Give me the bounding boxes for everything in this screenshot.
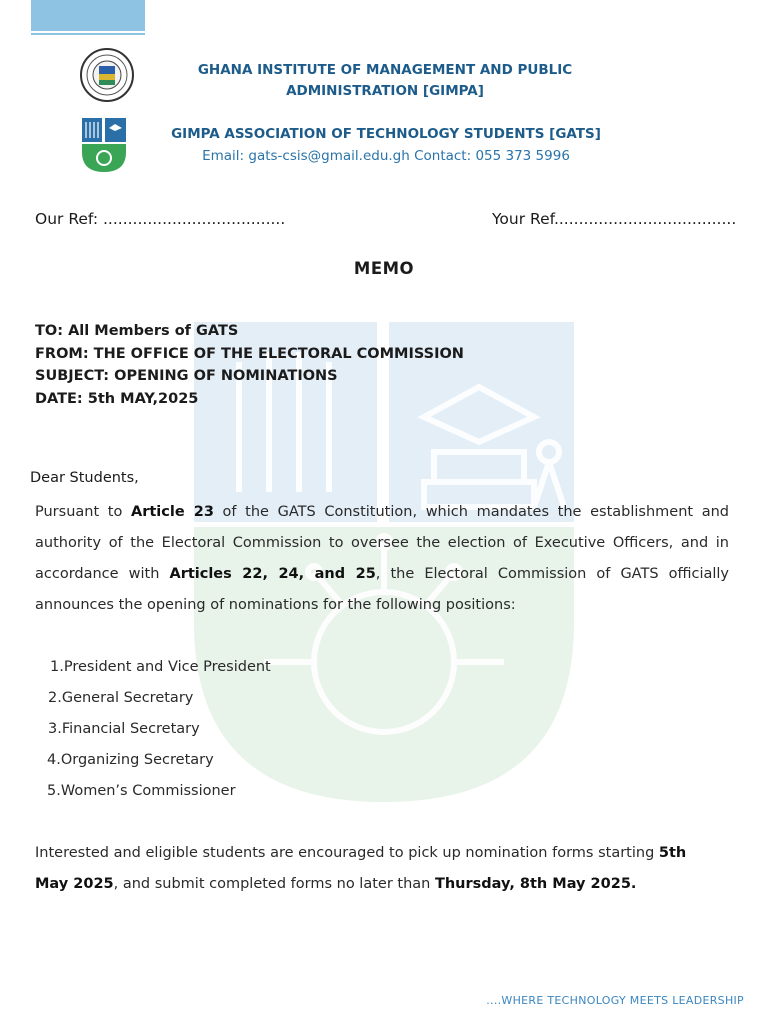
list-item: 1.President and Vice President [50,659,271,675]
body-paragraph-2 [35,838,695,900]
list-item: 3.Financial Secretary [48,721,200,737]
p1-article-ref: Article 23 [130,504,214,520]
institution-name-line2: ADMINISTRATION [GIMPA] [286,83,484,99]
top-accent-bar [31,0,145,31]
list-item: 2.General Secretary [48,690,194,706]
p2-text-a: Interested and eligible students are encouraged to pick up nomination forms starting [35,845,659,861]
gimpa-seal-icon [78,48,136,102]
memo-date: DATE: 5th MAY,2025 [35,390,199,407]
footer-tagline: ....WHERE TECHNOLOGY MEETS LEADERSHIP [486,994,744,1007]
p2-text-c: , and submit completed forms no later than [113,876,435,892]
p1-text-a: Pursuant to [35,504,131,520]
your-ref-field: Your Ref..................................... [492,210,737,228]
memo-from: FROM: THE OFFICE OF THE ELECTORAL COMMISSION [35,345,464,362]
memo-header [35,320,464,410]
p1-articles-ref: Articles 22, 24, and 25 [169,566,376,582]
list-item: 4.Organizing Secretary [47,752,214,768]
p2-start-date: 5th May 2025 [35,845,687,892]
p1-text-e: , the Electoral Commission of GATS officially announces the opening of nominations for the following positions: [35,566,730,613]
institution-name-line1: GHANA INSTITUTE OF MANAGEMENT AND PUBLIC [197,62,573,78]
top-accent-line [31,33,145,35]
p1-text-c: of the GATS Constitution, which mandates the establishment and authority of the Electoral Commission to oversee the election of Executive Officers, and in accordance with [35,504,729,582]
memo-to: TO: All Members of GATS [35,323,239,339]
memo-title: MEMO [353,259,415,278]
list-item: 5.Women’s Commissioner [47,783,236,799]
institution-name [150,60,620,102]
gats-logo-icon [82,118,126,172]
contact-info: Email: gats-csis@gmail.edu.gh Contact: 055 373 5996 [202,148,570,164]
p2-deadline: Thursday, 8th May 2025. [434,876,637,892]
memo-subject: SUBJECT: OPENING OF NOMINATIONS [35,368,338,385]
association-name: GIMPA ASSOCIATION OF TECHNOLOGY STUDENTS [GATS] [171,126,601,142]
body-paragraph-1 [35,497,729,621]
our-ref-field: Our Ref: ..................................... [35,210,286,228]
positions-list [46,652,271,807]
salutation: Dear Students, [30,470,139,486]
